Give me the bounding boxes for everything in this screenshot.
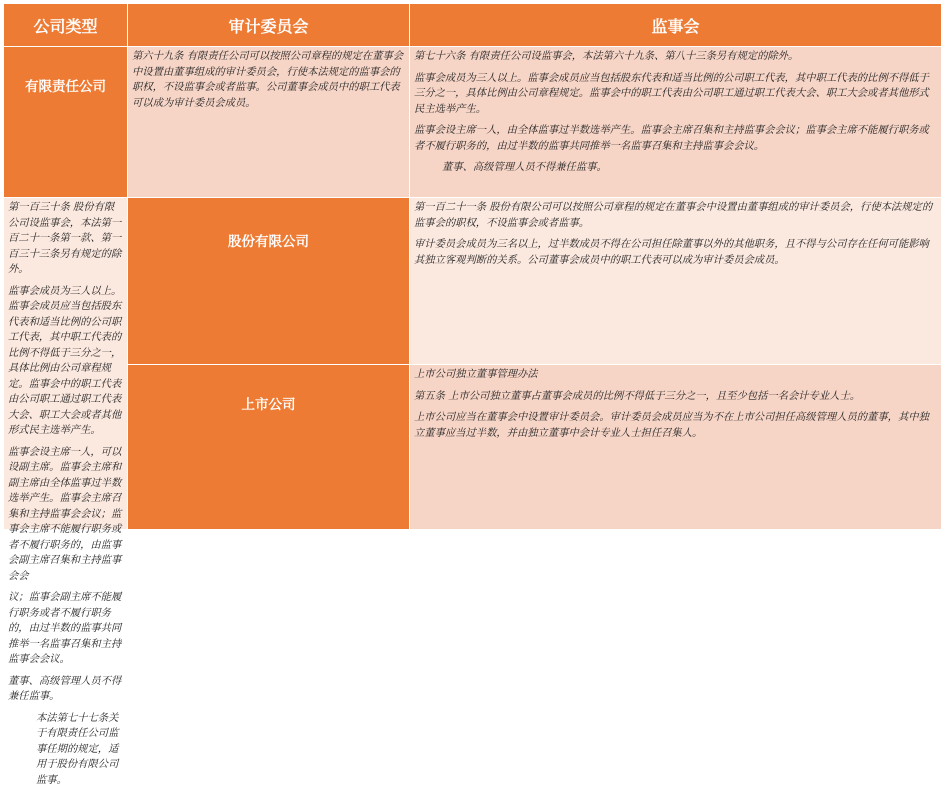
llc-supervisor-text-4: 董事、高级管理人员不得兼任监事。 xyxy=(414,160,938,176)
llc-supervisor-text-1: 第七十六条 有限责任公司设监事会，本法第六十九条、第八十三条另有规定的除外。 xyxy=(414,49,938,65)
listed-audit-text-3: 上市公司应当在董事会中设置审计委员会。审计委员会成员应当为不在上市公司担任高级管理人员的董事，其中独立董事应当过半数，并由独立董事中会计专业人士担任召集人。 xyxy=(414,410,938,441)
listed-audit-text-2: 第五条 上市公司独立董事占董事会成员的比例不得低于三分之一，且至少包括一名会计专业人士。 xyxy=(414,389,938,405)
header-company-type: 公司类型 xyxy=(4,4,128,47)
listed-audit-cell xyxy=(410,365,942,530)
jsc-supervisor-text-5: 董事、高级管理人员不得兼任监事。 xyxy=(8,674,124,705)
jsc-audit-text-1: 第一百二十一条 股份有限公司可以按照公司章程的规定在董事会中设置由董事组成的审计委员会，行使本法规定的监事会的职权，不设监事会或者监事。 xyxy=(414,200,938,231)
row-type-listed: 上市公司 xyxy=(128,365,410,530)
jsc-supervisor-text-2: 监事会成员为三人以上。监事会成员应当包括股东代表和适当比例的公司职工代表，其中职工代表的比例不得低于三分之一，具体比例由公司章程规定。监事会中的职工代表由公司职工通过职工代表大会、职工大会或者其他形式民主选举产生。 xyxy=(8,284,124,439)
jsc-supervisor-text-4: 议；监事会副主席不能履行职务或者不履行职务的，由过半数的监事共同推举一名监事召集和主持监事会会议。 xyxy=(8,590,124,668)
header-audit-committee: 审计委员会 xyxy=(128,4,410,47)
llc-audit-cell xyxy=(128,47,410,198)
jsc-audit-text-2: 审计委员会成员为三名以上，过半数成员不得在公司担任除董事以外的其他职务，且不得与公司存在任何可能影响其独立客观判断的关系。公司董事会成员中的职工代表可以成为审计委员会成员。 xyxy=(414,237,938,268)
llc-audit-text: 第六十九条 有限责任公司可以按照公司章程的规定在董事会中设置由董事组成的审计委员会，行使本法规定的监事会的职权，不设监事会或者监事。公司董事会成员中的职工代表可以成为审计委员会成员。 xyxy=(132,49,406,111)
llc-supervisor-text-3: 监事会设主席一人，由全体监事过半数选举产生。监事会主席召集和主持监事会会议；监事会主席不能履行职务或者不履行职务的，由过半数的监事共同推举一名监事召集和主持监事会会议。 xyxy=(414,123,938,154)
jsc-supervisor-text-6: 本法第七十七条关于有限责任公司监事任期的规定，适用于股份有限公司监事。 xyxy=(8,711,124,788)
row-type-jsc: 股份有限公司 xyxy=(128,198,410,365)
jsc-audit-cell xyxy=(410,198,942,365)
llc-supervisor-cell xyxy=(410,47,942,198)
header-supervisory-board: 监事会 xyxy=(410,4,942,47)
jsc-supervisor-cell xyxy=(4,198,128,530)
jsc-supervisor-text-1: 第一百三十条 股份有限公司设监事会，本法第一百二十一条第一款、第一百三十三条另有规定的除外。 xyxy=(8,200,124,278)
listed-audit-text-1: 上市公司独立董事管理办法 xyxy=(414,367,938,383)
row-type-llc: 有限责任公司 xyxy=(4,47,128,198)
company-type-comparison-table xyxy=(4,4,942,530)
jsc-supervisor-text-3: 监事会设主席一人，可以设副主席。监事会主席和副主席由全体监事过半数选举产生。监事会主席召集和主持监事会会议；监事会主席不能履行职务或者不履行职务的，由监事会副主席召集和主持监事会会 xyxy=(8,445,124,585)
llc-supervisor-text-2: 监事会成员为三人以上。监事会成员应当包括股东代表和适当比例的公司职工代表，其中职工代表的比例不得低于三分之一，具体比例由公司章程规定。监事会中的职工代表由公司职工通过职工代表大会、职工大会或者其他形式民主选举产生。 xyxy=(414,71,938,118)
